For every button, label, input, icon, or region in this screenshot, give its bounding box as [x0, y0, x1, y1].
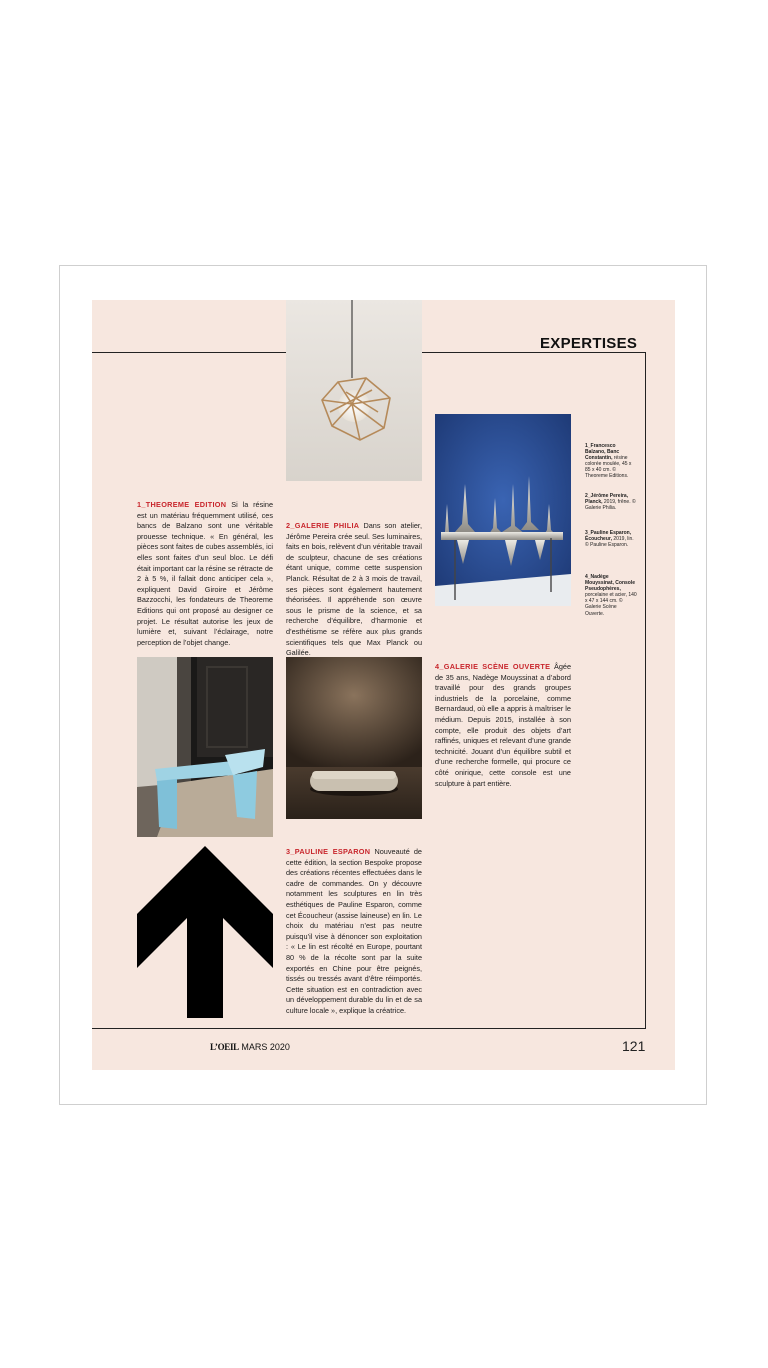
article-head: 4_GALERIE SCÈNE OUVERTE: [435, 662, 551, 671]
caption-body: 2019, frêne. © Galerie Philia.: [585, 499, 636, 512]
caption-4: [585, 574, 637, 617]
article-body: Si la résine est un matériau fréquemment utilisé, ces bancs de Balzano sont une véritable prouesse technique. « En général, les pièces sont faites de cubes assemblés, ici elles sont faites d’un seul bloc. Le défi était important car la résine se rétracte de 2 à 5 %, il fallait donc anticiper cela », expliquent David Giroire et Jérôme Bazzocchi, les fondateurs de Theoreme Editions qui ont proposé au designer ce projet. Le résultat autorise les jeux de lumière et, suivant l’éclairage, notre perception de l’objet change.: [137, 500, 273, 647]
arrow-up-icon: [137, 846, 273, 1018]
footer-magazine-issue: [210, 1042, 290, 1052]
article-theoreme-edition: [137, 500, 273, 648]
caption-body: résine colorée moulée, 45 x 85 x 40 cm. © Theoreme Editions.: [585, 455, 632, 480]
right-column-rule: [645, 352, 646, 1029]
magazine-logo: L’OEIL: [210, 1042, 239, 1052]
article-head: 3_PAULINE ESPARON: [286, 847, 371, 856]
article-body: Dans son atelier, Jérôme Pereira crée seul. Ses luminaires, faits en bois, relèvent d’un véritable travail de sculpteur, chacune de ses créations étant unique, comme cette suspension Planck. Résultat de 2 à 3 mois de travail, ses pièces sont également hautement théorisées. Il appréhende son œuvre sous le prisme de la science, et sa recherche d’équilibre, d’harmonie et d’esthétisme se réfère aux plus grands scientifiques tels que Max Planck ou Galilée.: [286, 521, 422, 658]
page-number: 121: [622, 1038, 646, 1054]
caption-body: 2019, lin. © Pauline Esparon.: [585, 536, 634, 549]
header-rule-right: [422, 352, 646, 353]
caption-body: porcelaine et acier, 140 x 47 x 144 cm. © Galerie Scène Ouverte.: [585, 592, 637, 617]
section-title: EXPERTISES: [540, 335, 638, 352]
photo-planck-lamp: [286, 300, 422, 481]
article-body: Nouveauté de cette édition, la section Bespoke propose des créations récentes effectuées dans le cadre de commandes. On y découvre notamment les sculptures en lin très esthétiques de Pauline Esparon, comme cet Écoucheur (assise laineuse) en lin. Le choix du matériau n’est pas neutre puisqu’il vise à dénoncer son exploitation : « Le lin est récolté en Europe, pourtant 80 % de la récolte sont par la suite exportés en Chine pour être peignés, tissés ou tressés avant d’être réimportés. Cette situation est en contradiction avec un développement durable du lin et de sa culture locale », explique la créatrice.: [286, 847, 422, 1015]
article-pauline-esparon: [286, 847, 422, 1017]
footer-rule: [92, 1028, 646, 1029]
caption-1: [585, 443, 637, 480]
caption-3: [585, 530, 637, 548]
article-head: 2_GALERIE PHILIA: [286, 521, 360, 530]
issue-date: MARS 2020: [238, 1042, 290, 1052]
caption-head: 2_Jérôme Pereira, Planck,: [585, 493, 629, 506]
article-galerie-philia: [286, 521, 422, 659]
article-body: Âgée de 35 ans, Nadège Mouyssinat a d’abord travaillé pour des grands groupes industriels de la porcelaine, comme Bernardaud, où elle a appris à maîtriser le médium. Depuis 2015, installée à son compte, elle produit des objets d’art raffinés, uniques et relevant d’une grande technicité. Jouant d’un équilibre subtil et d’une recherche formelle, qui procure ce côté onirique, cette console est une sculpture à part entière.: [435, 662, 572, 788]
photo-ecoucheur: [286, 657, 422, 819]
photo-pseudopheres-console: [435, 414, 571, 606]
caption-head: 4_Nadège Mouyssinat, Console Pseudophères,: [585, 574, 636, 593]
photo-banc-constantin: [137, 657, 273, 837]
article-galerie-scene-ouverte: [435, 662, 571, 789]
header-rule-left: [92, 352, 286, 353]
caption-2: [585, 493, 637, 511]
article-head: 1_THEOREME EDITION: [137, 500, 227, 509]
caption-head: 3_Pauline Esparon, Écoucheur,: [585, 530, 632, 543]
caption-head: 1_Francesco Balzano, Banc Constantin,: [585, 443, 620, 462]
